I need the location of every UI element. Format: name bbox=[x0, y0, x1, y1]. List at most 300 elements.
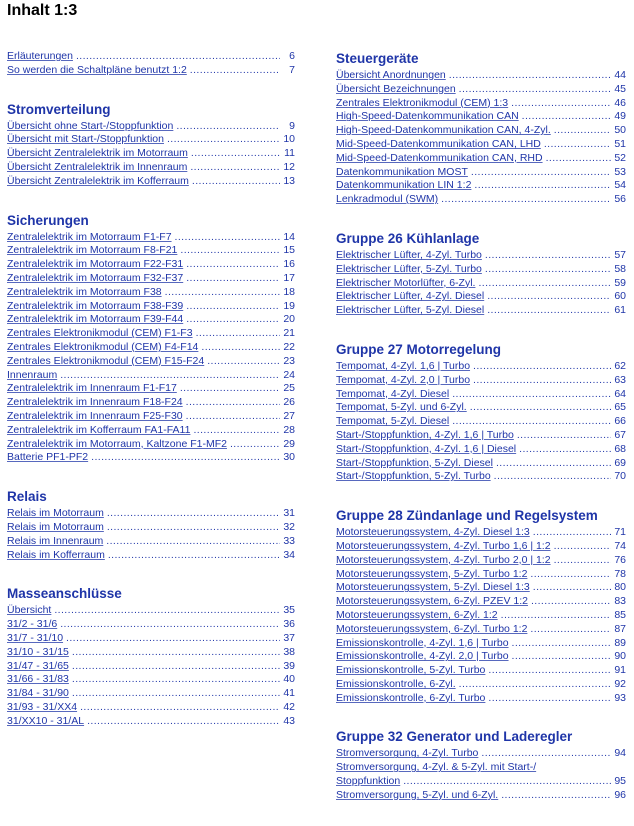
toc-entry-link[interactable] bbox=[7, 410, 295, 424]
dot-leader bbox=[72, 646, 280, 660]
toc-entry-page: 56 bbox=[614, 193, 626, 206]
dot-leader bbox=[186, 300, 280, 314]
toc-entry-link[interactable] bbox=[336, 290, 626, 304]
toc-entry-link[interactable] bbox=[7, 64, 295, 78]
toc-entry-page: 51 bbox=[614, 137, 626, 150]
toc-entry-link[interactable] bbox=[7, 244, 295, 258]
toc-entry-link[interactable] bbox=[336, 249, 626, 263]
toc-entry-label: Start-/Stoppfunktion, 4-Zyl. 1,6 | Turbo bbox=[336, 428, 514, 441]
toc-entry-label: 31/2 - 31/6 bbox=[7, 618, 58, 631]
dot-leader bbox=[471, 166, 611, 180]
toc-entry-page: 57 bbox=[614, 248, 626, 261]
toc-entry-link[interactable] bbox=[7, 258, 295, 272]
toc-entry-page: 91 bbox=[614, 664, 626, 677]
toc-entry-label: 31/93 - 31/XX4 bbox=[7, 700, 78, 713]
toc-entry-label: Datenkommunikation MOST bbox=[336, 165, 468, 178]
dot-leader bbox=[459, 83, 611, 97]
dot-leader bbox=[108, 549, 280, 563]
dot-leader bbox=[91, 451, 280, 465]
toc-entry-link[interactable] bbox=[336, 443, 626, 457]
toc-entry-page: 39 bbox=[283, 659, 295, 672]
toc-entry-label: High-Speed-Datenkommunikation CAN bbox=[336, 110, 519, 123]
toc-entry-page: 41 bbox=[283, 687, 295, 700]
toc-entry-page: 10 bbox=[283, 133, 295, 146]
dot-leader bbox=[452, 415, 611, 429]
toc-entry-page: 49 bbox=[614, 110, 626, 123]
toc-entry-page: 89 bbox=[614, 636, 626, 649]
toc-entry-page: 92 bbox=[614, 677, 626, 690]
section-heading: Steuergeräte bbox=[336, 51, 419, 66]
toc-section-steuergeraete bbox=[336, 50, 626, 207]
toc-entry-page: 90 bbox=[614, 650, 626, 663]
toc-entry-link[interactable] bbox=[336, 470, 626, 484]
toc-entry-page: 94 bbox=[614, 747, 626, 760]
toc-entry-page: 37 bbox=[283, 631, 295, 644]
toc-entry-label: Zentrales Elektronikmodul (CEM) F15-F24 bbox=[7, 354, 205, 367]
toc-entry-link[interactable] bbox=[336, 401, 626, 415]
dot-leader bbox=[530, 623, 611, 637]
dot-leader bbox=[191, 147, 280, 161]
toc-entry-label: Motorsteuerungssystem, 4-Zyl. Turbo 2,0 | 1:2 bbox=[336, 553, 551, 566]
toc-entry-link[interactable] bbox=[336, 277, 626, 291]
dot-leader bbox=[176, 120, 280, 134]
toc-entry-label: Elektrischer Lüfter, 5-Zyl. Turbo bbox=[336, 262, 482, 275]
toc-entry-label: Zentralelektrik im Motorraum F38 bbox=[7, 285, 162, 298]
toc-entry-link[interactable] bbox=[7, 632, 295, 646]
dot-leader bbox=[519, 443, 611, 457]
toc-entry-link[interactable] bbox=[336, 623, 626, 637]
toc-entry-link[interactable] bbox=[336, 747, 626, 761]
toc-entry-line bbox=[336, 761, 626, 775]
toc-entry-label: Zentralelektrik im Motorraum F39-F44 bbox=[7, 313, 184, 326]
dot-leader bbox=[470, 401, 611, 415]
toc-entry-link[interactable] bbox=[336, 97, 626, 111]
toc-entry-link[interactable] bbox=[7, 300, 295, 314]
page-title: Inhalt 1:3 bbox=[7, 2, 78, 19]
dot-leader bbox=[230, 438, 280, 452]
toc-entry-page: 23 bbox=[283, 354, 295, 367]
toc-entry-link[interactable] bbox=[7, 272, 295, 286]
toc-entry-label: Zentralelektrik im Motorraum F22-F31 bbox=[7, 258, 184, 271]
toc-entry-link[interactable] bbox=[336, 83, 626, 97]
toc-entry-label: Elektrischer Lüfter, 5-Zyl. Diesel bbox=[336, 304, 485, 317]
section-heading: Relais bbox=[7, 489, 47, 505]
toc-entry-label: Emissionskontrolle, 4-Zyl. 2,0 | Turbo bbox=[336, 650, 509, 663]
toc-entry-link[interactable] bbox=[7, 396, 295, 410]
toc-entry-link[interactable] bbox=[336, 678, 626, 692]
toc-entry-page: 85 bbox=[614, 608, 626, 621]
toc-entry-label: Übersicht Zentralelektrik im Kofferraum bbox=[7, 174, 189, 187]
toc-entry-link[interactable] bbox=[7, 341, 295, 355]
dot-leader bbox=[494, 470, 611, 484]
toc-entry-link[interactable] bbox=[7, 313, 295, 327]
toc-entry-label: Motorsteuerungssystem, 6-Zyl. PZEV 1:2 bbox=[336, 595, 528, 608]
dot-leader bbox=[106, 535, 280, 549]
toc-entry-page: 46 bbox=[614, 96, 626, 109]
toc-entry-page: 16 bbox=[283, 258, 295, 271]
toc-entry-link[interactable] bbox=[336, 415, 626, 429]
dot-leader bbox=[530, 568, 611, 582]
toc-entry-link[interactable] bbox=[336, 304, 626, 318]
dot-leader bbox=[66, 632, 280, 646]
dot-leader bbox=[186, 313, 280, 327]
toc-entry-link[interactable] bbox=[336, 124, 626, 138]
dot-leader bbox=[452, 388, 611, 402]
toc-entry-label: Elektrischer Motorlüfter, 6-Zyl. bbox=[336, 276, 476, 289]
toc-entry-label: Stromversorgung, 5-Zyl. und 6-Zyl. bbox=[336, 788, 499, 801]
toc-entry-link[interactable] bbox=[7, 507, 295, 521]
toc-entry-link[interactable] bbox=[7, 701, 295, 715]
toc-entry-link[interactable] bbox=[336, 374, 626, 388]
toc-entry-page: 35 bbox=[283, 604, 295, 617]
toc-entry-label: Start-/Stoppfunktion, 5-Zyl. Turbo bbox=[336, 470, 491, 483]
toc-entry-link[interactable] bbox=[7, 231, 295, 245]
dot-leader bbox=[190, 161, 280, 175]
dot-leader bbox=[196, 327, 280, 341]
toc-entry-link[interactable] bbox=[7, 521, 295, 535]
toc-entry-page: 7 bbox=[289, 63, 295, 76]
dot-leader bbox=[501, 609, 611, 623]
dot-leader bbox=[485, 263, 611, 277]
dot-leader bbox=[533, 526, 611, 540]
dot-leader bbox=[478, 277, 611, 291]
toc-entry-label: Motorsteuerungssystem, 5-Zyl. Turbo 1:2 bbox=[336, 567, 528, 580]
toc-entry-label: Mid-Speed-Datenkommunikation CAN, LHD bbox=[336, 137, 541, 150]
toc-entry-page: 76 bbox=[614, 553, 626, 566]
dot-leader bbox=[193, 424, 280, 438]
dot-leader bbox=[72, 687, 280, 701]
toc-entry-page: 34 bbox=[283, 548, 295, 561]
toc-entry-page: 15 bbox=[283, 244, 295, 257]
toc-section-intro bbox=[7, 50, 295, 78]
dot-leader bbox=[554, 540, 611, 554]
toc-entry-link[interactable] bbox=[336, 595, 626, 609]
toc-entry-link[interactable] bbox=[336, 429, 626, 443]
toc-entry-link[interactable] bbox=[7, 133, 295, 147]
toc-entry-label: Zentralelektrik im Innenraum F18-F24 bbox=[7, 396, 183, 409]
toc-entry-page: 62 bbox=[614, 359, 626, 372]
toc-entry-page: 58 bbox=[614, 262, 626, 275]
toc-entry-page: 43 bbox=[283, 714, 295, 727]
dot-leader bbox=[449, 69, 611, 83]
toc-entry-label: Elektrischer Lüfter, 4-Zyl. Diesel bbox=[336, 290, 485, 303]
toc-entry-label: Zentralelektrik im Kofferraum FA1-FA11 bbox=[7, 423, 191, 436]
dot-leader bbox=[186, 396, 280, 410]
dot-leader bbox=[512, 650, 611, 664]
toc-entry-label: Übersicht bbox=[7, 604, 52, 617]
toc-entry-page: 42 bbox=[283, 700, 295, 713]
toc-entry-label: Übersicht mit Start-/Stoppfunktion bbox=[7, 133, 164, 146]
toc-entry-label: Tempomat, 4-Zyl. 2,0 | Turbo bbox=[336, 373, 471, 386]
toc-entry-link[interactable] bbox=[336, 540, 626, 554]
toc-entry-label: Erläuterungen bbox=[7, 50, 73, 62]
toc-entry-label: 31/47 - 31/65 bbox=[7, 659, 69, 672]
toc-entry-link[interactable] bbox=[7, 382, 295, 396]
toc-entry-label: Emissionskontrolle, 5-Zyl. Turbo bbox=[336, 664, 486, 677]
dot-leader bbox=[76, 50, 280, 64]
toc-entry-page: 95 bbox=[614, 775, 626, 788]
toc-entry-page: 22 bbox=[283, 340, 295, 353]
toc-entry-link[interactable] bbox=[7, 438, 295, 452]
toc-entry-label: Übersicht Zentralelektrik im Innenraum bbox=[7, 160, 188, 173]
dot-leader bbox=[201, 341, 280, 355]
toc-entry-label: 31/10 - 31/15 bbox=[7, 645, 69, 658]
dot-leader bbox=[511, 97, 611, 111]
toc-entry-label: Start-/Stoppfunktion, 5-Zyl. Diesel bbox=[336, 456, 493, 469]
toc-entry-link[interactable] bbox=[7, 673, 295, 687]
toc-entry-page: 83 bbox=[614, 595, 626, 608]
dot-leader bbox=[72, 673, 280, 687]
toc-section-relais bbox=[7, 488, 295, 562]
toc-entry-label: Motorsteuerungssystem, 5-Zyl. Diesel 1:3 bbox=[336, 581, 530, 594]
toc-entry-label: Zentrales Elektronikmodul (CEM) 1:3 bbox=[336, 96, 509, 109]
toc-entry-page: 26 bbox=[283, 396, 295, 409]
toc-entry-label: Tempomat, 5-Zyl. Diesel bbox=[336, 415, 450, 428]
toc-entry-link[interactable] bbox=[7, 646, 295, 660]
toc-entry-page: 32 bbox=[283, 520, 295, 533]
section-heading: Gruppe 28 Zündanlage und Regelsystem bbox=[336, 508, 598, 524]
section-heading: Gruppe 32 Generator und Laderegler bbox=[336, 729, 573, 745]
toc-entry-label: Zentralelektrik im Innenraum F25-F30 bbox=[7, 409, 183, 422]
toc-entry-link[interactable] bbox=[336, 664, 626, 678]
toc-entry-page: 9 bbox=[289, 119, 295, 132]
toc-entry-label: Übersicht Bezeichnungen bbox=[336, 82, 456, 95]
dot-leader bbox=[533, 581, 611, 595]
dot-leader bbox=[517, 429, 611, 443]
dot-leader bbox=[72, 660, 280, 674]
toc-entry-label: Tempomat, 5-Zyl. und 6-Zyl. bbox=[336, 401, 467, 414]
toc-entry-link[interactable] bbox=[7, 327, 295, 341]
toc-entry-label: Motorsteuerungssystem, 4-Zyl. Turbo 1,6 | 1:2 bbox=[336, 539, 551, 552]
toc-entry-link[interactable] bbox=[7, 604, 295, 618]
toc-entry-page: 67 bbox=[614, 428, 626, 441]
toc-entry-page: 27 bbox=[283, 409, 295, 422]
toc-entry-link[interactable] bbox=[7, 687, 295, 701]
dot-leader bbox=[501, 789, 611, 803]
toc-entry-page: 25 bbox=[283, 382, 295, 395]
toc-entry-label: Stromversorgung, 4-Zyl. Turbo bbox=[336, 747, 479, 760]
toc-entry-link[interactable] bbox=[336, 179, 626, 193]
toc-entry-page: 52 bbox=[614, 151, 626, 164]
dot-leader bbox=[186, 272, 280, 286]
toc-entry-link[interactable] bbox=[336, 761, 626, 789]
dot-leader bbox=[487, 290, 611, 304]
toc-entry-link[interactable] bbox=[7, 451, 295, 465]
dot-leader bbox=[190, 64, 280, 78]
toc-entry-label: Übersicht ohne Start-/Stoppfunktion bbox=[7, 119, 174, 132]
dot-leader bbox=[186, 410, 280, 424]
toc-entry-page: 93 bbox=[614, 691, 626, 704]
toc-entry-page: 6 bbox=[289, 50, 295, 62]
toc-entry-label: 31/7 - 31/10 bbox=[7, 631, 64, 644]
dot-leader bbox=[192, 175, 280, 189]
dot-leader bbox=[481, 747, 611, 761]
toc-entry-link[interactable] bbox=[7, 50, 295, 64]
toc-entry-label-continued: Stoppfunktion bbox=[336, 775, 401, 788]
toc-entry-label: So werden die Schaltpläne benutzt 1:2 bbox=[7, 63, 187, 76]
toc-entry-label: Relais im Motorraum bbox=[7, 520, 104, 533]
toc-entry-page: 18 bbox=[283, 285, 295, 298]
toc-entry-page: 59 bbox=[614, 276, 626, 289]
toc-entry-page: 74 bbox=[614, 539, 626, 552]
toc-entry-label: 31/XX10 - 31/AL bbox=[7, 714, 85, 727]
toc-entry-label: Lenkradmodul (SWM) bbox=[336, 193, 439, 206]
toc-entry-page: 30 bbox=[283, 451, 295, 464]
toc-entry-link[interactable] bbox=[336, 138, 626, 152]
toc-entry-label: Relais im Motorraum bbox=[7, 507, 104, 520]
toc-entry-label: Stromversorgung, 4-Zyl. & 5-Zyl. mit Start-/ bbox=[336, 761, 537, 774]
toc-entry-link[interactable] bbox=[336, 69, 626, 83]
dot-leader bbox=[441, 193, 611, 207]
dot-leader bbox=[488, 692, 611, 706]
toc-entry-page: 31 bbox=[283, 507, 295, 520]
toc-section-gruppe-28-zuendanlage-und-regelsystem bbox=[336, 507, 626, 705]
toc-entry-page: 44 bbox=[614, 69, 626, 81]
toc-entry-label: High-Speed-Datenkommunikation CAN, 4-Zyl. bbox=[336, 124, 551, 137]
toc-entry-page: 70 bbox=[614, 470, 626, 483]
toc-entry-link[interactable] bbox=[336, 789, 626, 803]
section-heading: Stromverteilung bbox=[7, 101, 111, 117]
toc-section-gruppe-26-kuehlanlage bbox=[336, 230, 626, 318]
dot-leader bbox=[473, 374, 611, 388]
toc-entry-page: 69 bbox=[614, 456, 626, 469]
toc-entry-page: 50 bbox=[614, 124, 626, 137]
toc-entry-link[interactable] bbox=[336, 526, 626, 540]
section-heading: Sicherungen bbox=[7, 212, 89, 228]
toc-entry-label: Zentrales Elektronikmodul (CEM) F1-F3 bbox=[7, 327, 193, 340]
toc-entry-page: 13 bbox=[283, 174, 295, 187]
toc-entry-label: Motorsteuerungssystem, 6-Zyl. 1:2 bbox=[336, 608, 498, 621]
toc-entry-link[interactable] bbox=[7, 120, 295, 134]
toc-entry-label: Zentralelektrik im Innenraum F1-F17 bbox=[7, 382, 177, 395]
toc-entry-link[interactable] bbox=[7, 715, 295, 729]
toc-entry-label: Innenraum bbox=[7, 368, 58, 381]
toc-entry-page: 61 bbox=[614, 304, 626, 317]
dot-leader bbox=[80, 701, 280, 715]
toc-entry-link[interactable] bbox=[336, 457, 626, 471]
toc-entry-label: Motorsteuerungssystem, 4-Zyl. Diesel 1:3 bbox=[336, 526, 530, 539]
toc-entry-label: Tempomat, 4-Zyl. 1,6 | Turbo bbox=[336, 359, 471, 372]
dot-leader bbox=[496, 457, 611, 471]
toc-entry-page: 65 bbox=[614, 401, 626, 414]
toc-entry-label: 31/84 - 31/90 bbox=[7, 687, 69, 700]
toc-entry-label: Zentralelektrik im Motorraum F32-F37 bbox=[7, 271, 184, 284]
toc-entry-page: 38 bbox=[283, 645, 295, 658]
toc-entry-label: Zentralelektrik im Motorraum, Kaltzone F1-MF2 bbox=[7, 437, 227, 450]
toc-entry-label: Elektrischer Lüfter, 4-Zyl. Turbo bbox=[336, 248, 482, 261]
toc-entry-link[interactable] bbox=[7, 535, 295, 549]
dot-leader bbox=[554, 554, 611, 568]
dot-leader bbox=[175, 231, 280, 245]
toc-entry-link[interactable] bbox=[336, 152, 626, 166]
toc-entry-page: 80 bbox=[614, 581, 626, 594]
toc-entry-page: 17 bbox=[283, 271, 295, 284]
toc-entry-label: Übersicht Zentralelektrik im Motorraum bbox=[7, 147, 188, 160]
toc-entry-label: Emissionskontrolle, 6-Zyl. Turbo bbox=[336, 691, 486, 704]
toc-entry-link[interactable] bbox=[7, 175, 295, 189]
toc-entry-link[interactable] bbox=[336, 388, 626, 402]
toc-entry-link[interactable] bbox=[336, 650, 626, 664]
toc-entry-label: Datenkommunikation LIN 1:2 bbox=[336, 179, 472, 192]
toc-entry-link[interactable] bbox=[336, 166, 626, 180]
dot-leader bbox=[180, 244, 280, 258]
toc-entry-link[interactable] bbox=[336, 581, 626, 595]
toc-entry-label: Motorsteuerungssystem, 6-Zyl. Turbo 1:2 bbox=[336, 622, 528, 635]
toc-entry-link[interactable] bbox=[336, 568, 626, 582]
toc-entry-page: 36 bbox=[283, 618, 295, 631]
dot-leader bbox=[87, 715, 280, 729]
toc-entry-label: Mid-Speed-Datenkommunikation CAN, RHD bbox=[336, 151, 543, 164]
toc-entry-link[interactable] bbox=[336, 360, 626, 374]
toc-section-gruppe-32-generator-und-laderegler bbox=[336, 728, 626, 802]
toc-entry-link[interactable] bbox=[336, 263, 626, 277]
dot-leader bbox=[485, 249, 611, 263]
toc-entry-label: Relais im Innenraum bbox=[7, 534, 104, 547]
dot-leader bbox=[544, 138, 611, 152]
toc-entry-label: Zentralelektrik im Motorraum F1-F7 bbox=[7, 230, 172, 243]
toc-entry-link[interactable] bbox=[7, 424, 295, 438]
dot-leader bbox=[207, 355, 280, 369]
toc-entry-link[interactable] bbox=[7, 618, 295, 632]
dot-leader bbox=[107, 521, 280, 535]
toc-left-column bbox=[7, 50, 295, 751]
dot-leader bbox=[474, 179, 611, 193]
toc-entry-label: Zentralelektrik im Motorraum F38-F39 bbox=[7, 299, 184, 312]
dot-leader bbox=[60, 618, 280, 632]
toc-entry-link[interactable] bbox=[336, 110, 626, 124]
dot-leader bbox=[186, 258, 280, 272]
toc-entry-page: 63 bbox=[614, 373, 626, 386]
toc-entry-page: 24 bbox=[283, 368, 295, 381]
dot-leader bbox=[546, 152, 611, 166]
dot-leader bbox=[54, 604, 280, 618]
dot-leader bbox=[531, 595, 611, 609]
toc-entry-link[interactable] bbox=[336, 637, 626, 651]
toc-entry-link[interactable] bbox=[7, 161, 295, 175]
toc-entry-link[interactable] bbox=[336, 193, 626, 207]
toc-entry-page: 21 bbox=[283, 327, 295, 340]
toc-entry-link[interactable] bbox=[336, 554, 626, 568]
toc-entry-page: 28 bbox=[283, 423, 295, 436]
toc-entry-link[interactable] bbox=[7, 369, 295, 383]
toc-right-column bbox=[336, 50, 626, 826]
toc-entry-page: 78 bbox=[614, 567, 626, 580]
toc-entry-label: Emissionskontrolle, 6-Zyl. bbox=[336, 677, 456, 690]
toc-entry-link[interactable] bbox=[336, 692, 626, 706]
toc-entry-label: Zentrales Elektronikmodul (CEM) F4-F14 bbox=[7, 340, 199, 353]
dot-leader bbox=[554, 124, 611, 138]
toc-entry-link[interactable] bbox=[7, 549, 295, 563]
toc-entry-page: 53 bbox=[614, 165, 626, 178]
toc-section-gruppe-27-motorregelung bbox=[336, 341, 626, 484]
toc-entry-page: 68 bbox=[614, 442, 626, 455]
toc-entry-link[interactable] bbox=[336, 609, 626, 623]
section-heading: Masseanschlüsse bbox=[7, 586, 122, 602]
toc-entry-label: 31/66 - 31/83 bbox=[7, 673, 69, 686]
toc-entry-link[interactable] bbox=[7, 355, 295, 369]
toc-entry-link[interactable] bbox=[7, 286, 295, 300]
toc-entry-label: Start-/Stoppfunktion, 4-Zyl. 1,6 | Diesel bbox=[336, 442, 517, 455]
dot-leader bbox=[403, 775, 611, 789]
toc-entry-page: 66 bbox=[614, 415, 626, 428]
toc-entry-page: 87 bbox=[614, 622, 626, 635]
toc-entry-page: 29 bbox=[283, 437, 295, 450]
toc-entry-link[interactable] bbox=[7, 660, 295, 674]
toc-entry-page: 14 bbox=[283, 230, 295, 243]
dot-leader bbox=[180, 382, 280, 396]
toc-entry-label: Emissionskontrolle, 4-Zyl. 1,6 | Turbo bbox=[336, 636, 509, 649]
toc-entry-link[interactable] bbox=[7, 147, 295, 161]
